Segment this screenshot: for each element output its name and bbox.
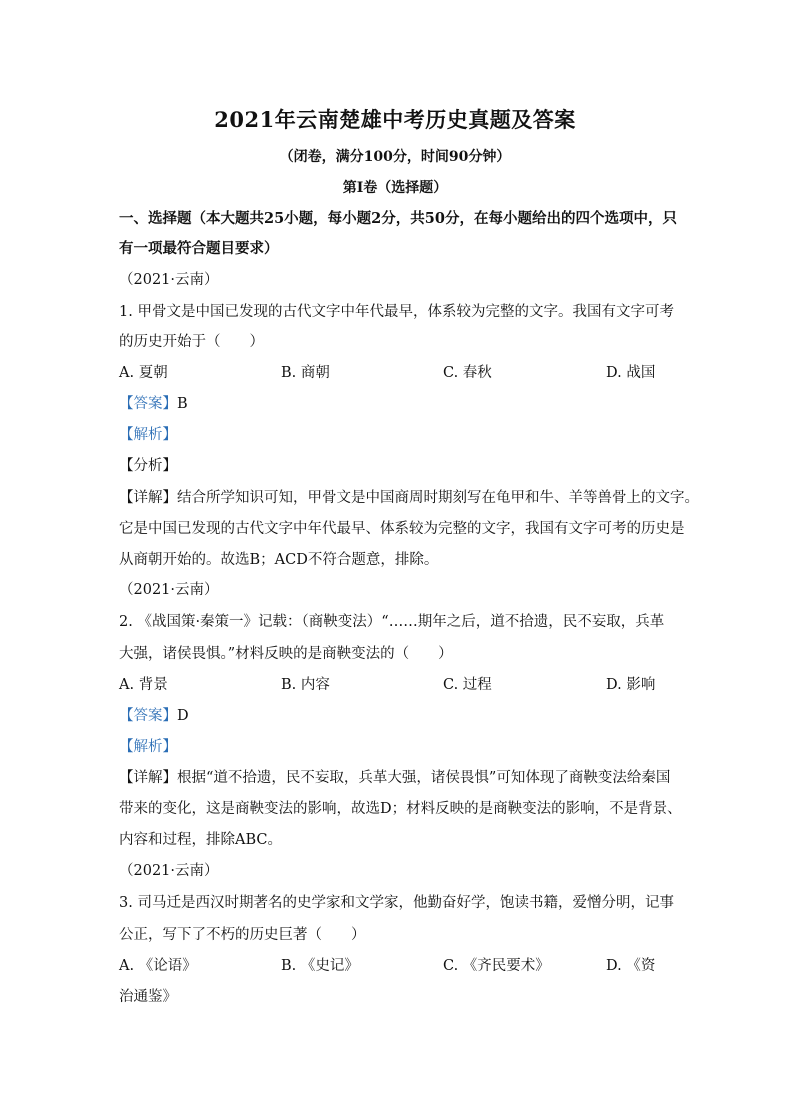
q3-source: （2021·云南）	[119, 863, 219, 879]
q2-option-b: B. 内容	[281, 677, 330, 693]
exam-title: 2021年云南楚雄中考历史真题及答案	[214, 107, 576, 132]
answer-label: 【答案】	[119, 708, 177, 724]
part-heading: 第Ⅰ卷（选择题）	[342, 180, 448, 196]
q1-answer-line	[119, 394, 188, 414]
q3-option-a: A. 《论语》	[119, 958, 197, 974]
q2-detail-line-1: 【详解】根据“道不拾遗，民不妄取，兵革大强，诸侯畏惧”可知体现了商鞅变法给秦国	[119, 770, 671, 786]
q3-option-d-continued: 治通鉴》	[119, 989, 177, 1005]
q3-stem-line-2: 公正，写下了不朽的历史巨著（ ）	[119, 927, 366, 943]
q1-detail-line-3: 从商朝开始的。故选B；ACD不符合题意，排除。	[119, 552, 439, 568]
q3-option-c: C. 《齐民要术》	[443, 958, 550, 974]
q1-stem-line-2: 的历史开始于（ ）	[119, 334, 264, 350]
detail-label: 【详解】	[119, 770, 177, 786]
q1-option-a: A. 夏朝	[119, 365, 168, 381]
q2-answer-value: D	[177, 708, 189, 724]
q1-detail-line-1: 【详解】结合所学知识可知，甲骨文是中国商周时期刻写在龟甲和牛、羊等兽骨上的文字。	[119, 490, 699, 506]
q2-detail-line-2: 带来的变化，这是商鞅变法的影响，故选D；材料反映的是商鞅变法的影响，不是背景、	[119, 801, 682, 817]
q2-option-a: A. 背景	[119, 677, 168, 693]
q1-analysis-label: 【分析】	[119, 458, 177, 474]
exam-subtitle: （闭卷，满分100分，时间90分钟）	[279, 149, 511, 165]
q2-stem-line-1: 2. 《战国策·秦策一》记载：（商鞅变法）“……期年之后，道不拾遗，民不妄取，兵革	[119, 614, 665, 630]
section-heading-line-2: 有一项最符合题目要求）	[119, 240, 279, 257]
q3-option-d: D. 《资	[606, 958, 656, 974]
q2-explain-label: 【解析】	[119, 739, 177, 755]
q3-stem-line-1: 3. 司马迁是西汉时期著名的史学家和文学家，他勤奋好学，饱读书籍，爱憎分明，记事	[119, 895, 674, 911]
section-heading-line-1: 一、选择题（本大题共25小题，每小题2分，共50分，在每小题给出的四个选项中，只	[119, 210, 677, 227]
q2-detail-line-3: 内容和过程，排除ABC。	[119, 832, 282, 848]
q1-option-b: B. 商朝	[281, 365, 330, 381]
q1-source: （2021·云南）	[119, 272, 219, 288]
q2-option-c: C. 过程	[443, 677, 492, 693]
q1-stem-line-1: 1. 甲骨文是中国已发现的古代文字中年代最早，体系较为完整的文字。我国有文字可考	[119, 304, 674, 320]
detail-label: 【详解】	[119, 490, 177, 506]
q2-answer-line	[119, 706, 189, 726]
q2-stem-line-2: 大强，诸侯畏惧。”材料反映的是商鞅变法的（ ）	[119, 646, 453, 662]
q2-option-d: D. 影响	[606, 677, 656, 693]
q1-option-d: D. 战国	[606, 365, 656, 381]
q3-option-b: B. 《史记》	[281, 958, 359, 974]
answer-label: 【答案】	[119, 396, 177, 412]
q1-explain-label: 【解析】	[119, 427, 177, 443]
q1-detail-line-2: 它是中国已发现的古代文字中年代最早、体系较为完整的文字，我国有文字可考的历史是	[119, 521, 685, 537]
q1-answer-value: B	[177, 396, 188, 412]
q1-option-c: C. 春秋	[443, 365, 492, 381]
q2-source: （2021·云南）	[119, 582, 219, 598]
